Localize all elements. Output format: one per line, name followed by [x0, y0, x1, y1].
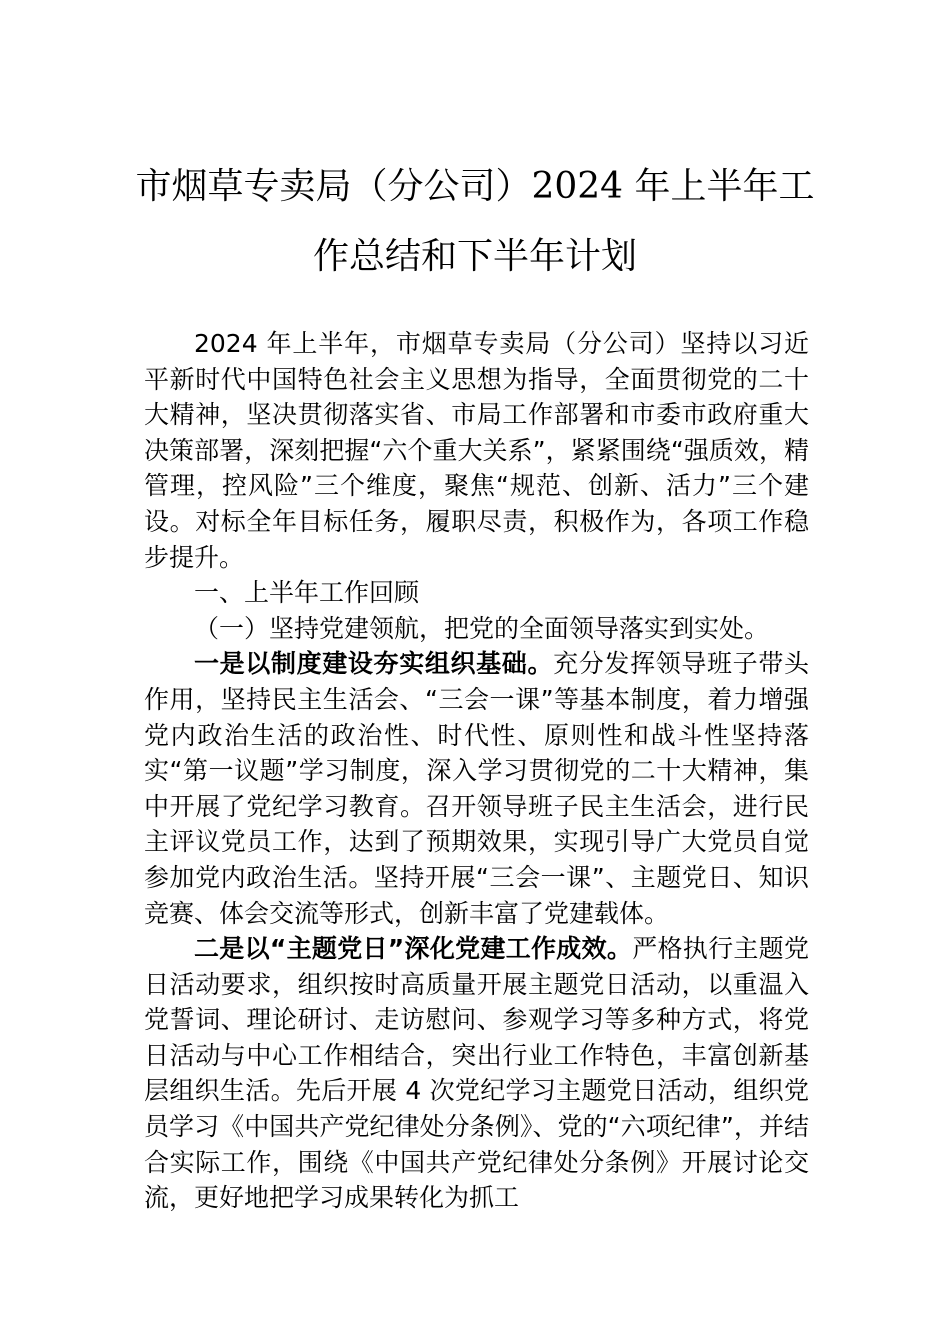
document-body [144, 326, 809, 1216]
paragraph-1-lead: 一是以制度建设夯实组织基础。 [194, 649, 554, 679]
paragraph-2 [144, 931, 809, 1216]
subsection-heading: （一）坚持党建领航，把党的全面领导落实到实处。 [194, 613, 770, 643]
document-title-line-1: 市烟草专卖局（分公司）2024 年上半年工 [135, 166, 815, 207]
intro-paragraph: 2024 年上半年，市烟草专卖局（分公司）坚持以习近平新时代中国特色社会主义思想为指导，全面贯彻党的二十大精神，坚决贯彻落实省、市局工作部署和市委市政府重大决策部署，深刻把握“六个重大关系”，紧紧围绕“强质效，精管理，控风险”三个维度，聚焦“规范、创新、活力”三个建设。对标全年目标任务，履职尽责，积极作为，各项工作稳步提升。 [144, 329, 809, 572]
paragraph-2-lead: 二是以“主题党日”深化党建工作成效。 [194, 934, 633, 964]
document-title-line-2: 作总结和下半年计划 [312, 236, 637, 277]
paragraph-1 [144, 646, 809, 931]
paragraph-2-text: 严格执行主题党日活动要求，组织按时高质量开展主题党日活动，以重温入党誓词、理论研讨、走访慰问、参观学习等多种方式，将党日活动与中心工作相结合，突出行业工作特色，丰富创新基层组织生活。先后开展 4 次党纪学习主题党日活动，组织党员学习《中国共产党纪律处分条例》、党的“六项纪律”，并结合实际工作，围绕《中国共产党纪律处分条例》开展讨论交流，更好地把学习成果转化为抓工 [144, 934, 809, 1213]
section-heading: 一、上半年工作回顾 [194, 578, 420, 608]
paragraph-1-text: 充分发挥领导班子带头作用，坚持民主生活会、“三会一课”等基本制度，着力增强党内政治生活的政治性、时代性、原则性和战斗性坚持落实“第一议题”学习制度，深入学习贯彻党的二十大精神，集中开展了党纪学习教育。召开领导班子民主生活会，进行民主评议党员工作，达到了预期效果，实现引导广大党员自觉参加党内政治生活。坚持开展“三会一课”、主题党日、知识竞赛、体会交流等形式，创新丰富了党建载体。 [144, 649, 809, 928]
